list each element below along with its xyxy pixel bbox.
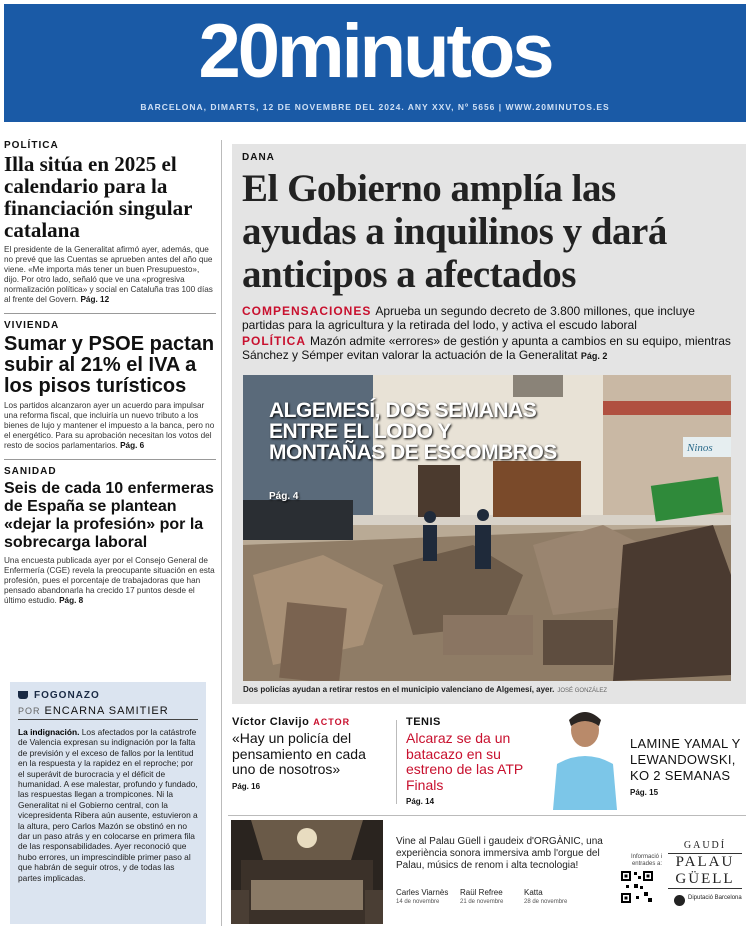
player-photo [549,704,621,810]
divider [396,720,397,804]
column-divider [221,140,222,926]
story-politica[interactable] [4,140,216,305]
story-yamal[interactable] [630,736,746,826]
main-headline[interactable]: El Gobierno amplía las ayudas a inquilinos y dará anticipos a afectados [242,167,667,296]
page-ref: Pág. 6 [120,441,145,450]
page-ref: Pág. 14 [406,797,435,806]
palace-hall-illustration [231,820,383,924]
divider [4,313,216,314]
author-name: ENCARNA SAMITIER [44,705,169,717]
masthead [4,4,746,122]
opinion-byline: POR ENCARNA SAMITIER [18,705,198,720]
story-sanidad[interactable] [4,466,216,606]
newspaper-logo[interactable]: 20minutos [198,9,552,94]
page-ref: Pág. 16 [232,781,261,791]
kicker-politica: POLÍTICA Mazón admite «errores» de gestión y apunta a cambios en su equipo, mientras Sánchez y Sémper evitan valorar la actuación de la Generalitat Pág. 2 [242,334,731,362]
event-item: Raül Refree 21 de novembre [460,888,504,905]
section-label: POLÍTICA [4,140,59,151]
photo-caption: Dos policías ayudan a retirar restos en el municipio valenciano de Algemesí, ayer. JOSÉ GONZÁLEZ [243,685,608,694]
qr-code-icon[interactable] [620,870,654,904]
story-body: El presidente de la Generalitat afirmó ayer, además, que no prevé que las Cuentas se aprueben antes del año que viene. «Me importa más tener un buen Presupuesto», dijo. Por otro lado, señaló que ve una «progresiva normalización política» y social en Cataluña tras 100 días al frente del Govern. Pág. 12 [4,245,213,304]
page-ref: Pág. 12 [80,295,110,304]
left-column [4,140,216,606]
opinion-text: La indignación. Los afectados por la catástrofe de Valencia expresan su indignación por la falta de previsión y el exceso de fallos por la lentitud en la respuesta y la rapidez en el reproche; por el superávit de burocracia y el déficit de humanidad. A ese malestar, profundo y fundado, las respuestas llegan a trompicones. Ni la Generalitat ni el Gobierno central, con la vicepresidenta Ribera aún ausente, estuvieron a la altura, pero Carlos Mazón se obstinó en no dar un paso atrás y en colocarse en primera fila de las responsabilidades. Ayer reconoció que hubo errores, un imprescindible primer paso al que habrán de seguir otros, y de todas las partes implicadas. [18,727,198,883]
section-label: DANA [242,152,275,163]
headline[interactable]: LAMINE YAMAL Y LEWANDOWSKI, KO 2 SEMANAS [630,736,741,783]
photo-credit: JOSÉ GONZÁLEZ [557,688,608,694]
event-item: Carles Viarnès 14 de novembre [396,888,449,905]
page-ref: Pág. 2 [580,351,608,361]
opinion-column[interactable] [10,682,206,924]
divider [4,459,216,460]
photo-headline[interactable]: ALGEMESÍ, DOS SEMANAS ENTRE EL LODO Y MONTAÑAS DE ESCOMBROS [269,399,557,464]
quote[interactable]: «Hay un policía del pensamiento en cada uno de nosotros» [232,730,366,777]
headline[interactable]: Alcaraz se da un batacazo en su estreno de las ATP Finals [406,730,523,793]
tennis-player-illustration [549,704,621,810]
opinion-label: FOGONAZO [18,690,198,701]
story-clavijo[interactable] [232,716,388,806]
story-body: Una encuesta publicada ayer por el Consejo General de Enfermería (CGE) revela la preocupante situación en esta profesión, pues el porcentaje de trabajadoras que han pensado abandonarla ha crecido 17 puntos desde el último estudio. Pág. 8 [4,556,215,605]
photo-page-ref: Pág. 4 [269,491,299,502]
headline[interactable]: Sumar y PSOE pactan subir al 21% el IVA a los pisos turísticos [4,333,215,397]
person-label: Víctor Clavijo ACTOR [232,716,351,728]
main-photo[interactable] [243,375,731,681]
headline[interactable]: Seis de cada 10 enfermeras de España se plantean «dejar la profesión» por la sobrecarga laboral [4,480,214,551]
advertisement[interactable] [228,815,746,926]
section-label: SANIDAD [4,466,57,477]
svg-text:Ninos: Ninos [687,442,713,454]
event-item: Katta 28 de novembre [524,888,568,905]
diputacio-seal-icon [674,895,685,906]
ad-text: Vine al Palau Güell i gaudeix d'ORGÀNIC, una experiència sonora immersiva amb l'orgue del Palau, músics de renom i alta tecnologia! [396,836,603,871]
diputacio-logo: Diputació Barcelona [668,895,742,901]
kicker-compensaciones: COMPENSACIONES Aprueba un segundo decreto de 3.800 millones, que incluye partidas para la agricultura y la retirada del lodo, y activa el escudo laboral [242,304,695,332]
coffee-cup-icon [18,691,28,699]
section-label: VIVIENDA [4,320,60,331]
palau-guell-logo: GAUDÍ PALAU GÜELL Diputació Barcelona [668,840,742,901]
page-ref: Pág. 8 [59,596,84,605]
page-ref: Pág. 15 [630,788,659,797]
story-body: Los partidos alcanzaron ayer un acuerdo para impulsar una reforma fiscal, que incluiría un nuevo tributo a los bienes de lujo y mantener el impuesto a la banca, pero no el energético. Para su aprobación necesitan los votos del resto de socios parlamentarios. Pág. 6 [4,401,215,450]
story-tenis[interactable] [406,716,546,806]
section-label: TENIS [406,716,441,728]
dateline: BARCELONA, DIMARTS, 12 DE NOVEMBRE DEL 2024. ANY XXV, Nº 5656 | WWW.20MINUTOS.ES [140,102,610,112]
ad-info: Informació i entrades a: [630,854,662,867]
headline[interactable]: Illa sitúa en 2025 el calendario para la financiación singular catalana [4,152,193,242]
story-vivienda[interactable] [4,320,216,451]
